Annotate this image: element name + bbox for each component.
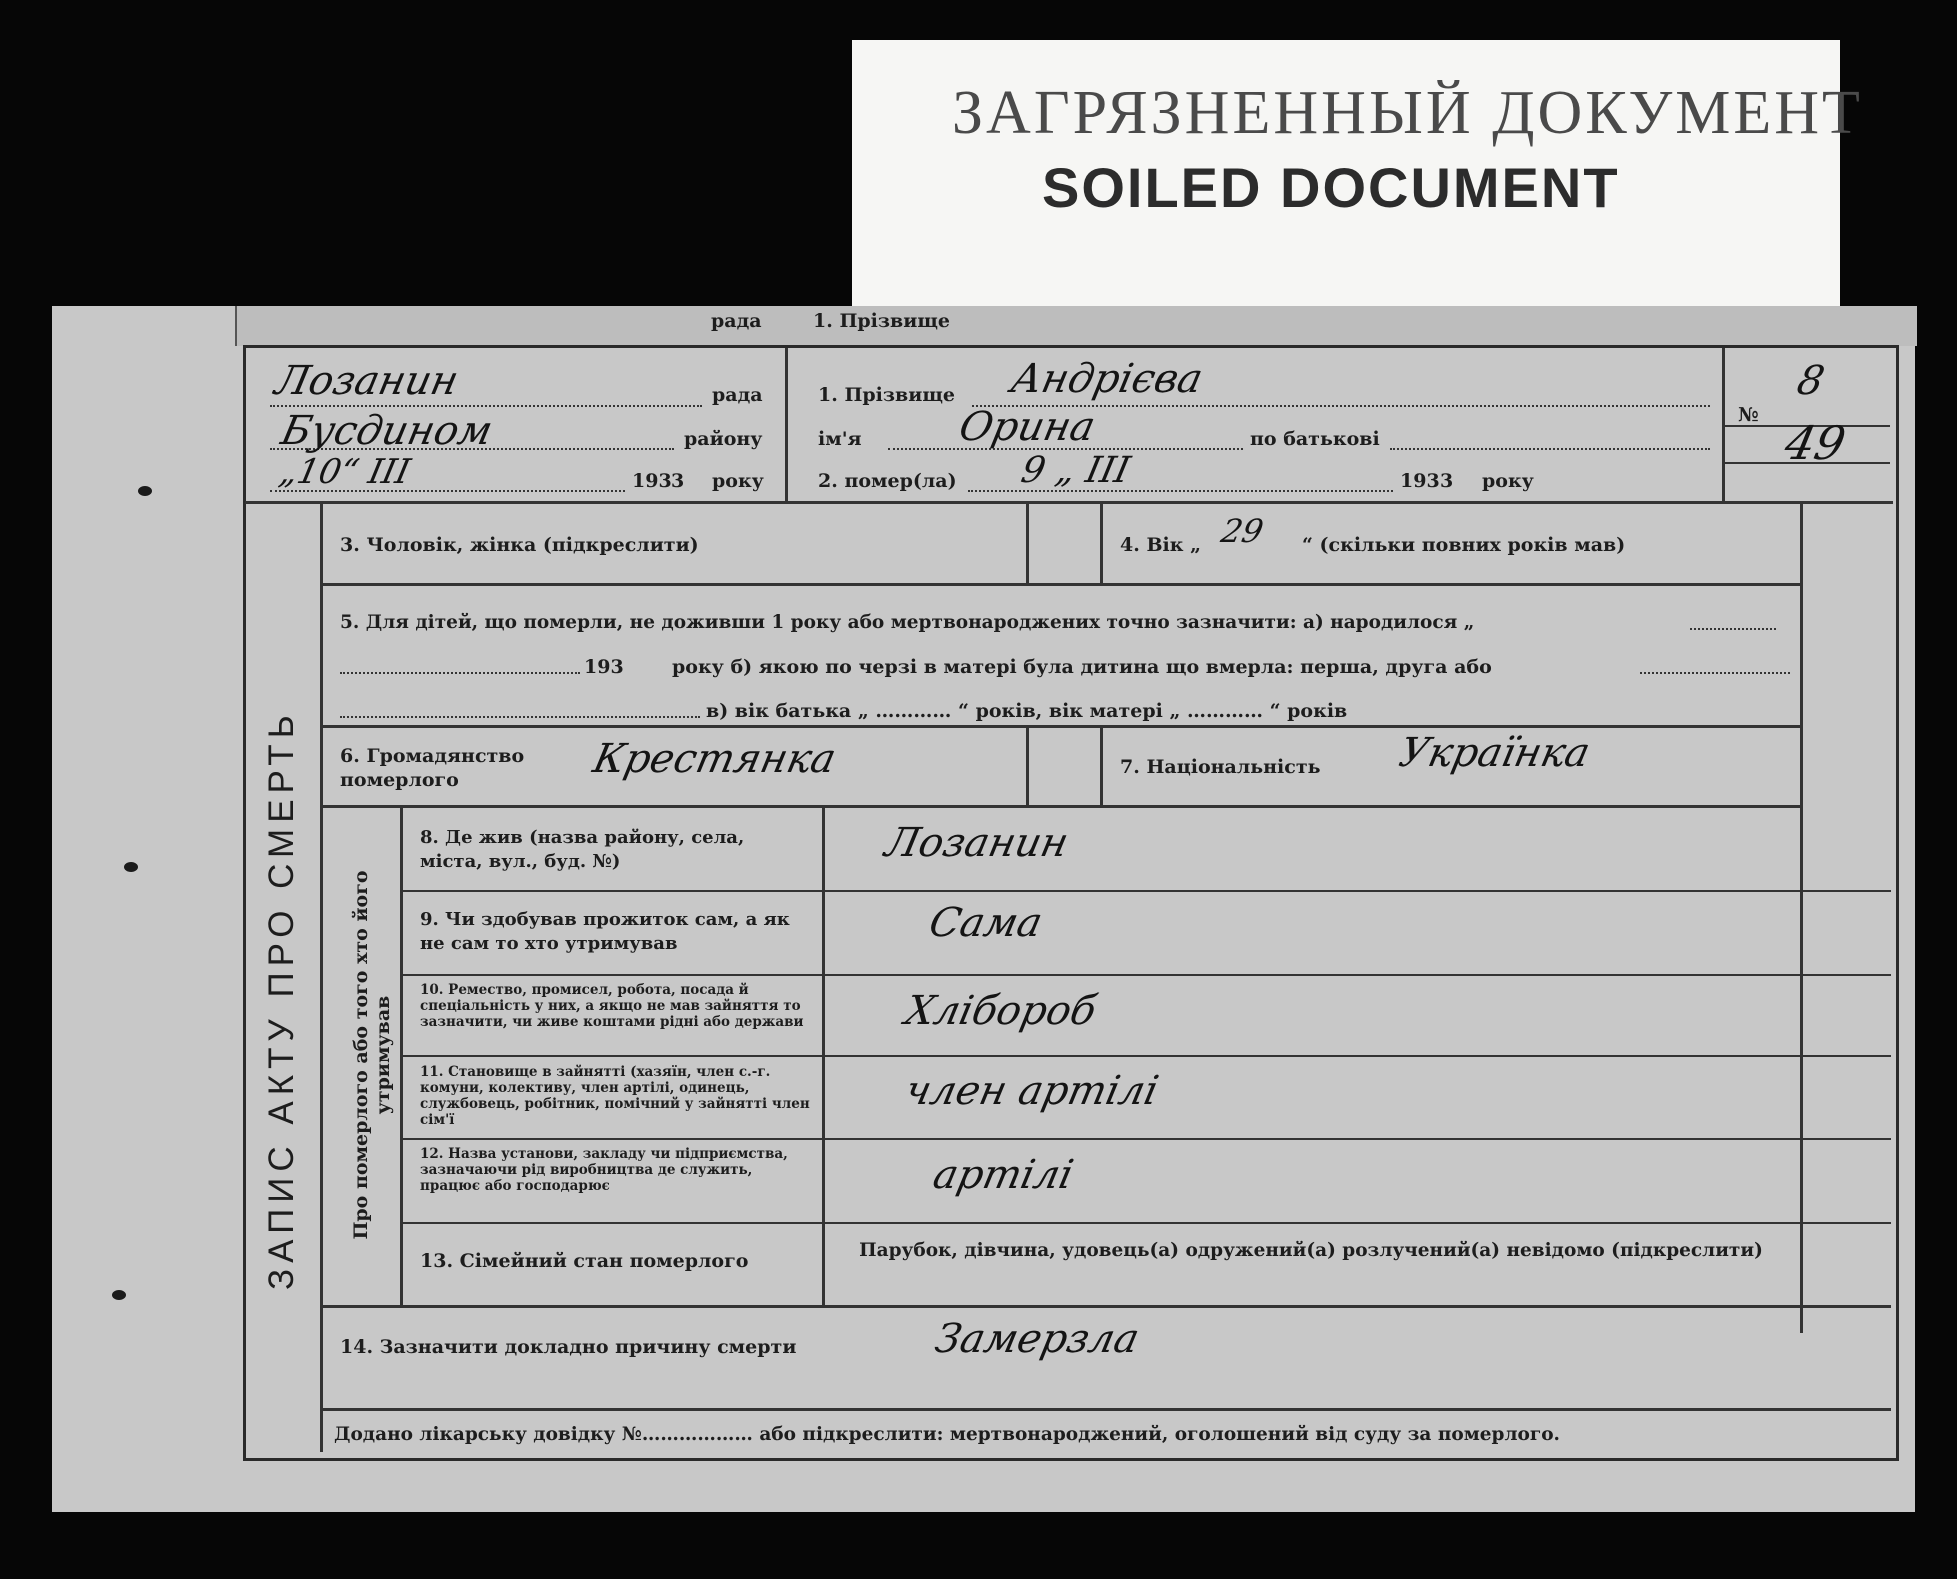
- hw-cause: Замерзла: [931, 1316, 1144, 1362]
- field-10-occupation: 10. Ремество, промисел, робота, посада й спеціальність у них, а якщо не мав зайняття то зазначити, чи живе коштами рідні або держави: [420, 982, 804, 1030]
- field-3-sex: 3. Чоловік, жінка (підкреслити): [340, 534, 699, 556]
- field-4-age-pre: 4. Вік „: [1120, 534, 1201, 556]
- divider: [785, 348, 788, 502]
- divider: [245, 501, 1893, 504]
- divider: [1026, 728, 1029, 806]
- field-11-position: 11. Становище в зайнятті (хазяїн, член с.-г. комуни, колективу, член артілі, одинець, службовець, робітник, помічний у зайнятті член сім'ї: [420, 1064, 810, 1128]
- stamp-english-text: SOILED DOCUMENT: [1042, 156, 1620, 219]
- f5-blank-c: [1640, 672, 1790, 674]
- divider: [323, 805, 1803, 808]
- field-14-cause: 14. Зазначити докладно причину смерти: [340, 1336, 797, 1358]
- divider: [323, 1305, 1891, 1308]
- roku-label: року: [712, 470, 764, 492]
- divider: [400, 808, 403, 1308]
- divider: [1100, 503, 1103, 585]
- hw-livelihood: Сама: [925, 900, 1047, 946]
- hw-number-top: 8: [1793, 358, 1829, 404]
- died-label: 2. помер(ла): [818, 470, 957, 492]
- field-5-line1: 5. Для дітей, що померли, не доживши 1 року або мертвонароджених точно зазначити: а) народилося „: [340, 612, 1475, 633]
- field-5-line3: в) вік батька „ ………… “ років, вік матері „ ………… “ років: [706, 700, 1348, 722]
- f5-blank-b: [340, 672, 580, 674]
- divider: [320, 503, 323, 1452]
- hw-died-date: 9 „ ІІІ: [1017, 450, 1134, 491]
- divider: [323, 1408, 1891, 1411]
- hw-occupation: Хлібороб: [901, 988, 1101, 1034]
- field-8-residence: 8. Де жив (назва району, села, міста, вул., буд. №): [420, 827, 745, 872]
- hw-name: Орина: [955, 404, 1100, 450]
- hw-date-left: „10“ ІІІ: [275, 452, 414, 492]
- form-footer: Додано лікарську довідку №……………… або підкреслити: мертвонароджений, оголошений від суду за померлого.: [334, 1424, 1560, 1445]
- hw-rayon: Бусдином: [277, 408, 497, 454]
- divider: [1100, 728, 1103, 806]
- vertical-subtitle: Про померлого або того хто його утримував: [350, 870, 394, 1240]
- year-digit: 3: [671, 470, 685, 492]
- hw-nationality: Українка: [1395, 730, 1595, 776]
- field-4-age-post: “ (скільки повних років мав): [1302, 534, 1626, 556]
- patronymic-blank: [1390, 448, 1710, 450]
- soiled-stamp: [852, 40, 1863, 325]
- field-5-year: 193: [584, 656, 624, 678]
- divider: [403, 890, 1891, 892]
- divider: [323, 725, 1803, 728]
- hw-residence: Лозанин: [881, 820, 1073, 866]
- name-label: ім'я: [818, 428, 862, 450]
- year-prefix: 193: [632, 470, 672, 492]
- punch-hole: [138, 486, 152, 496]
- hw-institution: артілі: [929, 1152, 1078, 1198]
- divider: [1026, 503, 1029, 585]
- field-6-citizenship: 6. Громадянство померлого: [340, 745, 538, 791]
- f5-blank-d: [340, 716, 700, 718]
- hw-citizenship: Крестянка: [589, 736, 841, 782]
- died-year-digit: 3: [1440, 470, 1454, 492]
- punch-hole: [124, 862, 138, 872]
- stamp-russian-text: ЗАГРЯЗНЕННЫЙ ДОКУМЕНТ: [952, 79, 1863, 147]
- rada-blank: [270, 405, 702, 407]
- field-13-options: Парубок, дівчина, удовець(а) одружений(а) розлучений(а) невідомо (підкреслити): [859, 1240, 1763, 1261]
- patronymic-label: по батькові: [1250, 428, 1380, 450]
- divider: [323, 583, 1803, 586]
- field-12-institution: 12. Назва установи, закладу чи підприємства, зазначаючи рід виробництва де служить, працює або господарює: [420, 1146, 788, 1194]
- under-rada-label: рада: [711, 310, 762, 332]
- hw-number-bottom: 49: [1780, 416, 1851, 470]
- hw-position: член артілі: [901, 1068, 1163, 1114]
- hw-rada: Лозанин: [271, 358, 463, 404]
- field-9-livelihood: 9. Чи здобував прожиток сам, а як не сам то хто утримував: [420, 909, 790, 954]
- died-roku-label: року: [1482, 470, 1534, 492]
- divider: [1800, 808, 1803, 1308]
- rada-label: рада: [712, 384, 763, 406]
- rayon-label: району: [684, 428, 763, 450]
- punch-hole: [112, 1290, 126, 1300]
- f5-blank-a: [1690, 628, 1776, 630]
- died-year-prefix: 193: [1400, 470, 1440, 492]
- divider: [403, 1055, 1891, 1057]
- number-label: №: [1738, 404, 1759, 426]
- divider: [403, 1138, 1891, 1140]
- divider: [403, 1222, 1891, 1224]
- under-surname-label: 1. Прізвище: [813, 310, 950, 332]
- field-7-nationality: 7. Національність: [1120, 756, 1321, 778]
- vertical-title: ЗАПИС АКТУ ПРО СМЕРТЬ: [262, 709, 301, 1290]
- underlying-sheet: [235, 306, 1917, 346]
- divider: [822, 808, 825, 1308]
- hw-surname: Андрієва: [1007, 356, 1207, 402]
- hw-age: 29: [1217, 512, 1267, 550]
- field-5-line2: року б) якою по черзі в матері була дитина що вмерла: перша, друга або: [672, 656, 1492, 678]
- divider: [403, 974, 1891, 976]
- surname-label: 1. Прізвище: [818, 384, 955, 406]
- field-13-marital: 13. Сімейний стан померлого: [420, 1250, 749, 1272]
- form-frame: [243, 345, 1899, 1461]
